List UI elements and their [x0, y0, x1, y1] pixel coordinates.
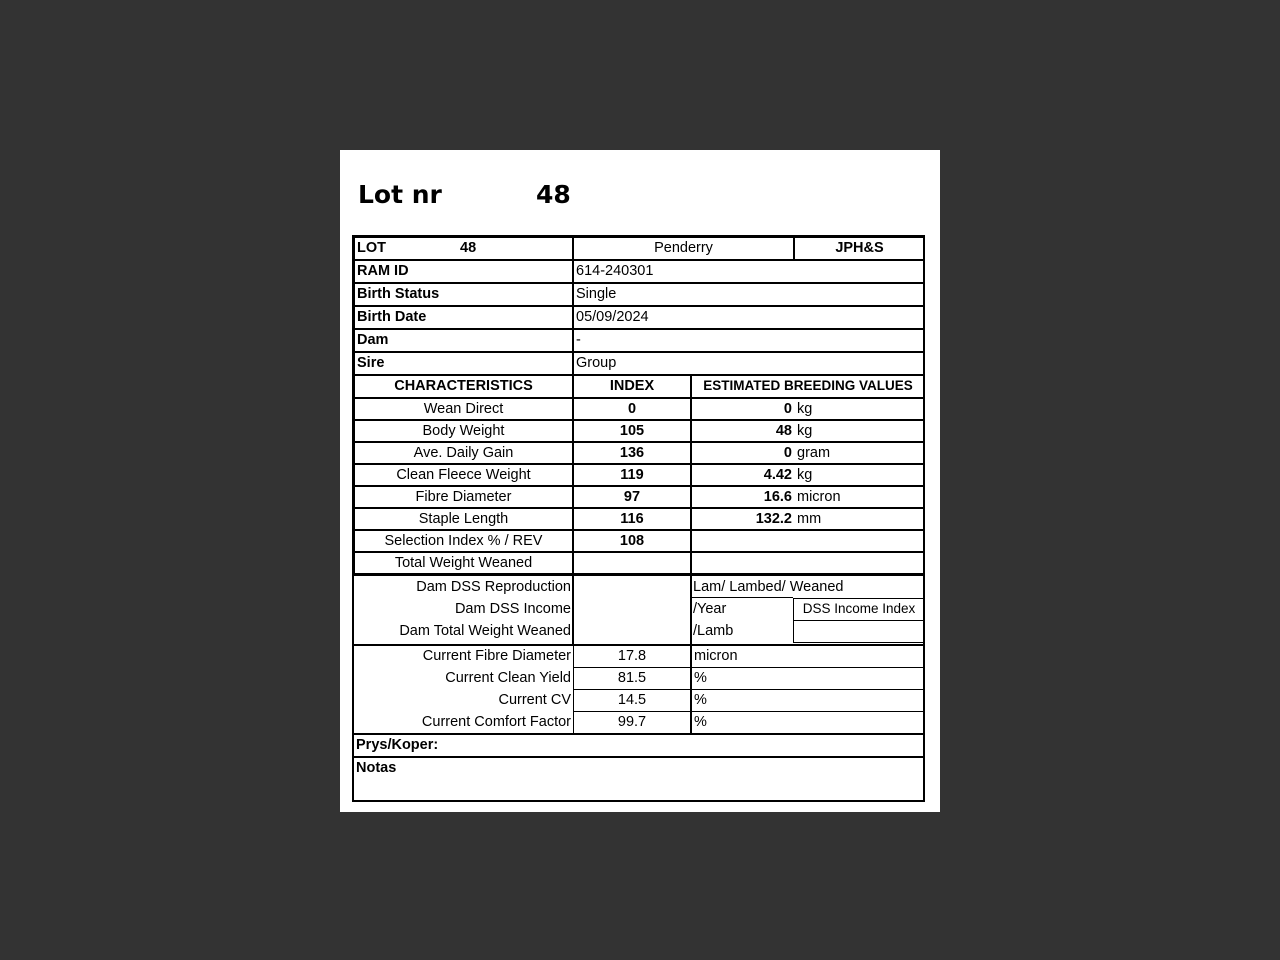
current-name: Current CV [498, 692, 571, 708]
dam-value: - [573, 329, 925, 352]
lot-table [352, 235, 925, 802]
lot-heading-label: Lot nr [358, 180, 442, 209]
trait-name: Clean Fleece Weight [354, 464, 573, 486]
trait-unit: kg [797, 401, 813, 417]
dss-income-index-cell: DSS Income Index [793, 598, 925, 621]
trait-index: 97 [573, 486, 691, 508]
trait-index [573, 552, 691, 574]
current-value: 99.7 [573, 712, 691, 734]
birth-status-label: Birth Status [354, 283, 573, 306]
trait-unit: gram [797, 445, 831, 461]
trait-ebv-cell [691, 552, 925, 574]
trait-index: 0 [573, 398, 691, 420]
trait-ebv-cell [691, 486, 925, 508]
current-value: 17.8 [573, 646, 691, 668]
trait-ebv: 0 [783, 445, 792, 461]
current-unit: % [691, 712, 925, 734]
current-name: Current Fibre Diameter [422, 648, 571, 664]
trait-index: 119 [573, 464, 691, 486]
trait-unit: kg [797, 467, 813, 483]
characteristics-header: CHARACTERISTICS [354, 375, 573, 398]
trait-ebv-cell [691, 530, 925, 552]
trait-ebv: 48 [775, 423, 792, 439]
trait-name: Staple Length [354, 508, 573, 530]
current-value: 81.5 [573, 668, 691, 690]
dam-total-weight-weaned-label: Dam Total Weight Weaned [399, 623, 571, 639]
trait-index: 136 [573, 442, 691, 464]
trait-index: 108 [573, 530, 691, 552]
breeder-cell: Penderry [573, 237, 794, 260]
trait-name: Fibre Diameter [354, 486, 573, 508]
trait-index: 116 [573, 508, 691, 530]
dam-label: Dam [354, 329, 573, 352]
trait-ebv: 16.6 [763, 489, 792, 505]
dam-dss-income-label: Dam DSS Income [454, 601, 571, 617]
dss-income-index-value [793, 620, 925, 643]
trait-unit: micron [797, 489, 841, 505]
divider [691, 597, 793, 598]
lot-value: 48 [460, 240, 477, 256]
trait-ebv: 4.42 [763, 467, 792, 483]
breeder-code-cell: JPH&S [794, 237, 925, 260]
current-name: Current Comfort Factor [421, 714, 571, 730]
trait-ebv-cell [691, 508, 925, 530]
current-unit: micron [691, 646, 925, 668]
trait-name: Body Weight [354, 420, 573, 442]
trait-unit: kg [797, 423, 813, 439]
trait-name: Ave. Daily Gain [354, 442, 573, 464]
lot-label-cell [354, 237, 573, 260]
ram-id-label: RAM ID [354, 260, 573, 283]
lot-heading-number: 48 [536, 180, 571, 209]
ebv-header: ESTIMATED BREEDING VALUES [691, 375, 925, 398]
current-unit: % [691, 690, 925, 712]
birth-date-label: Birth Date [354, 306, 573, 329]
birth-date-value: 05/09/2024 [573, 306, 925, 329]
trait-name: Total Weight Weaned [354, 552, 573, 574]
price-buyer-label: Prys/Koper: [356, 737, 439, 753]
current-unit: % [691, 668, 925, 690]
trait-ebv-cell [691, 398, 925, 420]
current-value: 14.5 [573, 690, 691, 712]
divider [572, 574, 574, 646]
lot-label: LOT [357, 240, 386, 256]
trait-ebv-cell [691, 420, 925, 442]
trait-ebv-cell [691, 442, 925, 464]
sire-value: Group [573, 352, 925, 375]
trait-ebv: 0 [783, 401, 792, 417]
current-name: Current Clean Yield [445, 670, 571, 686]
lot-sheet [340, 150, 940, 812]
sire-label: Sire [354, 352, 573, 375]
birth-status-value: Single [573, 283, 925, 306]
dam-dss-reproduction-label: Dam DSS Reproduction [416, 579, 571, 595]
trait-name: Selection Index % / REV [354, 530, 573, 552]
ram-id-value: 614-240301 [573, 260, 925, 283]
trait-index: 105 [573, 420, 691, 442]
dam-reproduction-unit: Lam/ Lambed/ Weaned [693, 579, 844, 595]
dam-income-unit: /Year [693, 601, 727, 617]
notes-label: Notas [356, 760, 397, 776]
trait-ebv-cell [691, 464, 925, 486]
trait-name: Wean Direct [354, 398, 573, 420]
lot-heading [358, 180, 571, 209]
index-header: INDEX [573, 375, 691, 398]
trait-ebv: 132.2 [755, 511, 792, 527]
dam-total-unit: /Lamb [693, 623, 734, 639]
trait-unit: mm [797, 511, 822, 527]
dam-right-border [691, 576, 925, 599]
